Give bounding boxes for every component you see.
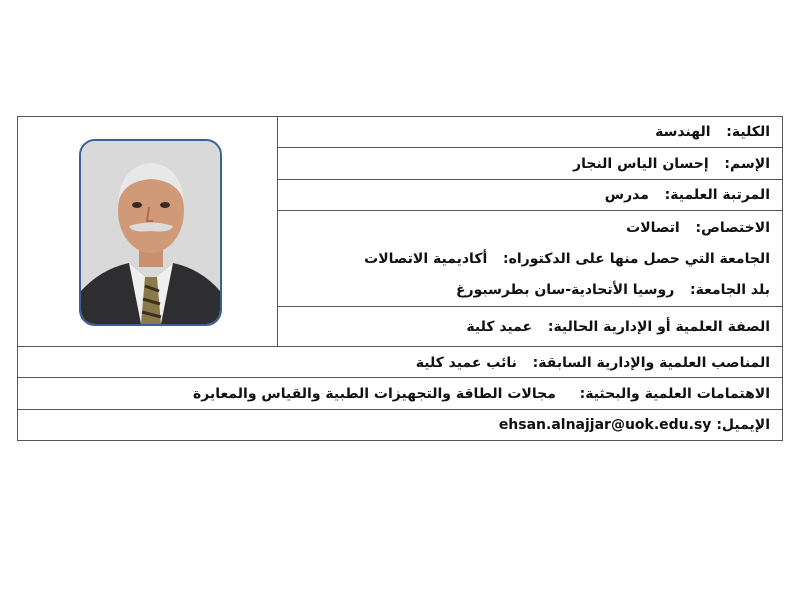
interests-label: الاهتمامات العلمية والبحثية: bbox=[579, 386, 770, 402]
university-country-value: روسيا الأتحادية-سان بطرسبورغ bbox=[455, 282, 675, 298]
faculty-value: الهندسة bbox=[655, 124, 711, 140]
email-label: الإيميل: bbox=[716, 417, 770, 433]
faculty-label: الكلية: bbox=[726, 124, 770, 140]
doctorate-university-label: الجامعة التي حصل منها على الدكتوراه: bbox=[503, 251, 770, 267]
specialty-line bbox=[278, 213, 770, 244]
name-label: الإسم: bbox=[724, 156, 770, 172]
current-position-value: عميد كلية bbox=[466, 319, 533, 335]
rank-value: مدرس bbox=[604, 187, 649, 203]
university-country-label: بلد الجامعة: bbox=[690, 282, 770, 298]
previous-positions-row bbox=[18, 346, 782, 378]
doctorate-university-value: أكاديمية الاتصالات bbox=[364, 251, 488, 267]
current-position-label: الصفة العلمية أو الإدارية الحالية: bbox=[547, 319, 770, 335]
previous-positions-value: نائب عميد كلية bbox=[415, 355, 517, 371]
photo-cell bbox=[18, 117, 278, 346]
current-position-row bbox=[278, 306, 782, 346]
faculty-row bbox=[278, 117, 782, 148]
specialty-value: اتصالات bbox=[626, 220, 680, 236]
name-value: إحسان الياس النجار bbox=[573, 156, 709, 172]
doctorate-university-line bbox=[278, 244, 770, 275]
specialty-label: الاختصاص: bbox=[695, 220, 770, 236]
previous-positions-label: المناصب العلمية والإدارية السابقة: bbox=[532, 355, 770, 371]
email-value[interactable]: ehsan.alnajjar@uok.edu.sy bbox=[498, 417, 712, 433]
rank-label: المرتبة العلمية: bbox=[664, 187, 770, 203]
email-row bbox=[18, 410, 782, 440]
rank-row bbox=[278, 180, 782, 211]
profile-card bbox=[17, 116, 783, 441]
specialty-block bbox=[278, 211, 782, 311]
university-country-line bbox=[278, 275, 770, 306]
interests-row bbox=[18, 378, 782, 410]
profile-photo bbox=[79, 139, 222, 326]
name-row bbox=[278, 148, 782, 180]
interests-value: مجالات الطاقة والتجهيزات الطبية والقياس والمعايرة bbox=[193, 386, 556, 402]
